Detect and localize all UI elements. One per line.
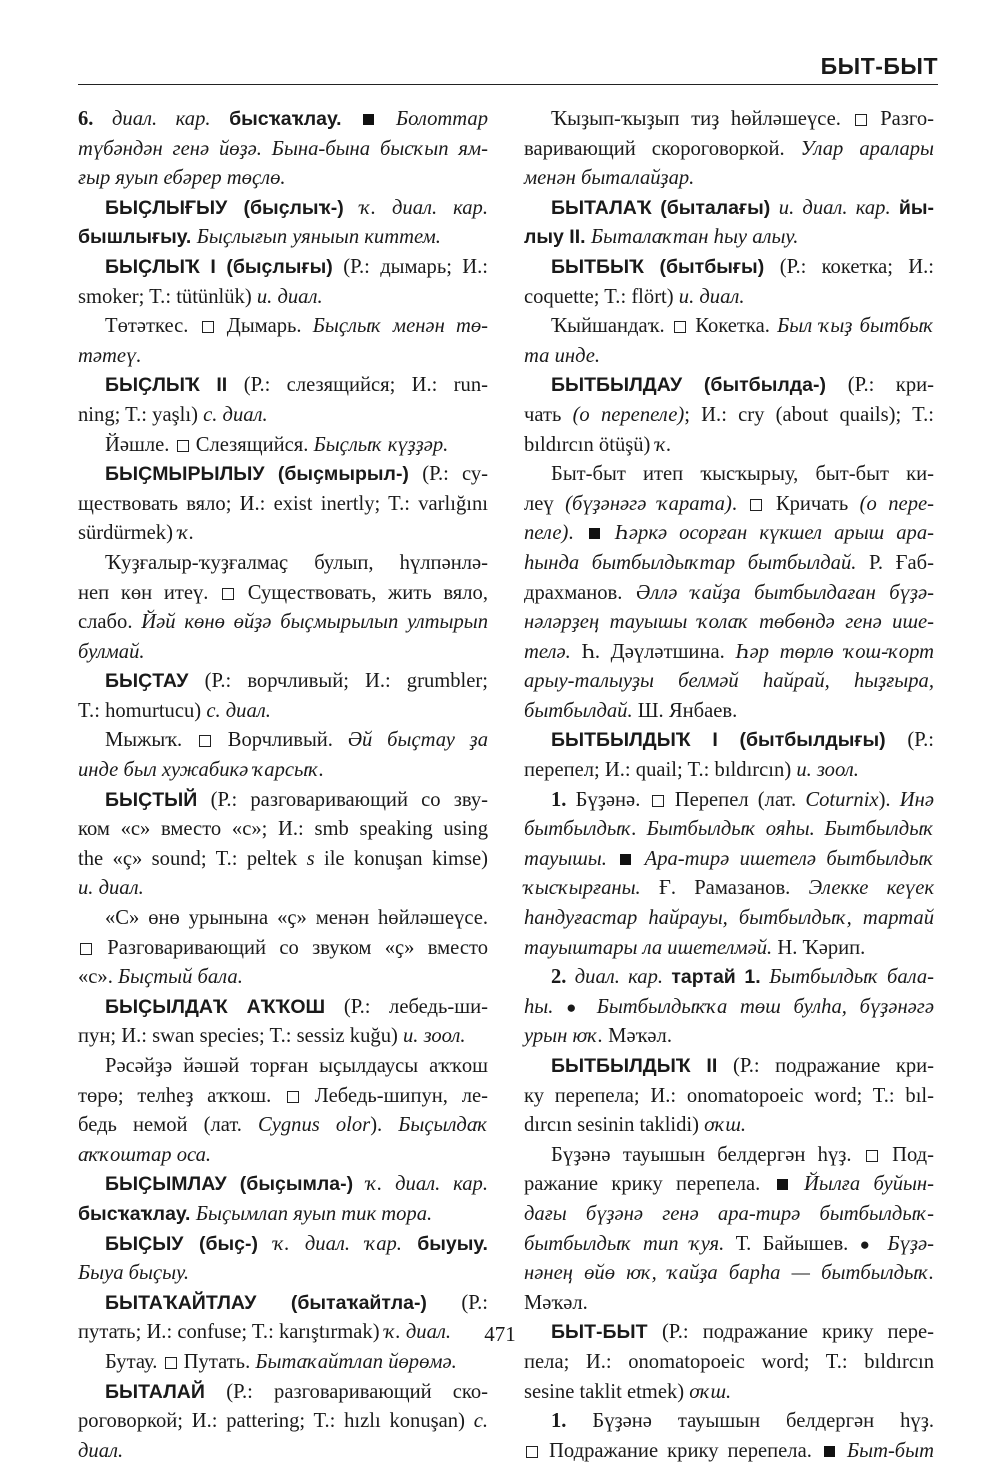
text-line: дағы бүҙәнә генә ара-тирә бытбылдыҡ- — [524, 1202, 934, 1225]
filled-square-icon — [620, 854, 631, 865]
left-column — [78, 105, 488, 1466]
square-icon — [674, 321, 686, 333]
text-line: ком «с» вместо «с»; И.: smb speaking using — [78, 818, 488, 841]
sense-line: 1. Бүҙәнә тауышын белдергән һүҙ. — [551, 1410, 934, 1433]
text-line: ғыр яуып ебәрер төҫлө. — [78, 167, 286, 190]
entry-headword-line: БЫҪТАУ (Р.: ворчливый; И.: grumbler; — [105, 670, 489, 693]
text-line: пеле). Һәркә осорған күкшел арыш ара- — [524, 522, 934, 545]
text-line: Мыжыҡ. Ворчливый. Әй быҫтау ҙа — [105, 729, 488, 752]
text-line: аҡҡоштар оса. — [78, 1143, 212, 1166]
text-line: драхманов. Әллә ҡайҙа бытбылдаған бүҙә- — [524, 581, 934, 604]
entry-headword-line: БЫТБЫЛДЫҠ II (Р.: подражание кри- — [551, 1055, 934, 1077]
entry-headword-line: БЫТБЫЛДЫҠ I (бытбылдығы) (Р.: — [551, 729, 934, 752]
text-line: инде был хужабикә ҡарсыҡ. — [78, 759, 324, 782]
text-line: та инде. — [524, 344, 601, 367]
square-icon — [199, 735, 211, 747]
text-line: Ҡыйшандаҡ. Кокетка. Был ҡыҙ бытбыҡ — [551, 315, 935, 338]
page-header — [78, 50, 938, 85]
text-line: Төтәткес. Дымарь. Быҫлыҡ менән тө- — [105, 315, 488, 338]
text-line: неп көн итеү. Существовать, жить вяло, — [78, 581, 489, 604]
text-line: dırcın sesinin taklidi) оҡш. — [524, 1114, 747, 1137]
text-line: Подражание крику перепела. Быт-быт — [524, 1437, 934, 1466]
text-line: путать; И.: confuse; T.: karıştırmak) ҡ. диал. — [78, 1321, 452, 1344]
square-icon — [652, 795, 664, 807]
text-line: 6. диал. кар. бысҡаҡлау. Болоттар — [78, 108, 488, 130]
text-line: bıldırcın ötüşü) ҡ. — [524, 433, 672, 456]
text-line: ning; T.: yaşlı) с. диал. — [78, 403, 268, 426]
text-line: слабо. Йәй көнө өйҙә быҫмырылып ултырып — [78, 611, 488, 634]
text-line: ществовать вяло; И.: exist inertly; T.: varlığını — [78, 492, 488, 515]
text-line: бедь немой (лат. Cygnus olor). Быҫылдаҡ — [78, 1114, 489, 1137]
text-line: пун; И.: swan species; T.: sessiz kuğu) и. зоол. — [78, 1025, 466, 1048]
text-line: һында бытбылдыҡтар бытбылдай. Р. Ғаб- — [524, 551, 934, 574]
entry-headword-line: БЫҪЫМЛАУ (быҫымла-) ҡ. диал. кар. — [105, 1173, 488, 1196]
text-line: бытбылдай. Ш. Янбаев. — [524, 699, 738, 722]
entry-headword-line: БЫҪЛЫҒЫУ (быҫлыҡ-) ҡ. диал. кар. — [105, 196, 488, 219]
text-line: Рәсәйҙә йәшәй торған ыҫылдаусы аҡҡош — [105, 1055, 488, 1077]
page-number: 471 — [484, 1322, 516, 1346]
text-line: Быуа быҫыу. — [78, 1262, 190, 1285]
text-line: тәтеү. — [78, 344, 142, 367]
text-line: телә. Һ. Дәүләтшина. Һәр төрлө ҡош-ҡорт — [524, 640, 934, 663]
filled-square-icon — [589, 528, 600, 539]
square-icon — [222, 588, 234, 600]
text-line: һандуғастар һайрауы, бытбылдыҡ, тартай — [524, 907, 934, 930]
text-line: нәләрҙең тауышы ҡолаҡ төбөндә генә ише- — [524, 611, 934, 634]
running-head: БЫТ-БЫТ — [820, 53, 938, 79]
text-line: бышлығыу. Быҫлығып уяныып киттем. — [78, 226, 441, 249]
text-line: нәнең өйө юҡ, ҡайҙа барһа — бытбылдыҡ. — [524, 1262, 934, 1285]
filled-square-icon — [824, 1446, 835, 1457]
entry-headword-line: БЫТБЫЛДАУ (бытбылда-) (Р.: кри- — [551, 374, 934, 397]
square-icon — [202, 321, 214, 333]
text-line: Ҡуҙғалыр-ҡуҙғалмаҫ булып, һүлпәнлә- — [105, 551, 488, 574]
text-line: Йәшле. Слезящийся. Быҫлыҡ күҙҙәр. — [105, 433, 449, 456]
text-line: лыу II. Быталаҡтан һыу алыу. — [524, 226, 799, 249]
sense-line: 2. диал. кар. тартай 1. Бытбылдыҡ бала- — [551, 966, 934, 989]
text-line: ражание крику перепела. Йылға буйын- — [524, 1173, 935, 1196]
entry-headword-line: БЫҪЛЫҠ II (Р.: слезящийся; И.: run- — [105, 374, 488, 397]
text-line: тауыштары ла ишетелмәй. Н. Ҡәрип. — [524, 936, 866, 959]
text-line: бысҡаҡлау. Быҫымлап яуып тик тора. — [78, 1202, 433, 1225]
text-line: түбәндән генә йөҙә. Бына-бына бысҡып ям- — [78, 137, 488, 160]
text-line: бытбылдыҡ тип ҡуя. Т. Байышев. ● Бүҙә- — [524, 1232, 934, 1255]
text-line: ку перепела; И.: onomatopoeic word; T.: bıl- — [524, 1084, 934, 1107]
text-line: Ҡыҙып-ҡыҙып тиҙ һөйләшеүсе. Разго- — [551, 108, 935, 130]
square-icon — [526, 1446, 538, 1458]
square-icon — [80, 943, 92, 955]
square-icon — [287, 1091, 299, 1103]
text-line: Разговаривающий со звуком «ҫ» вместо — [78, 934, 488, 964]
text-line: Мәҡәл. — [524, 1291, 588, 1314]
entry-headword-line: БЫҪЛЫҠ I (быҫлығы) (Р.: дымарь; И.: — [105, 255, 488, 278]
text-line: арыу-талыуҙы белмәй һайрай, һыҙғыра, — [524, 670, 934, 693]
text-line: диал. — [78, 1439, 124, 1462]
square-icon — [750, 499, 762, 511]
text-line: варивающий скороговоркой. Улар аралары — [524, 137, 934, 160]
text-line: ҡысҡырғаны. Ғ. Рамазанов. Элекке кеүек — [524, 877, 934, 900]
entry-headword-line: БЫҪЫЛДАҠ АҠҠОШ (Р.: лебедь-ши- — [105, 995, 488, 1018]
text-line: булмай. — [78, 640, 145, 663]
text-line: тауышы. Ара-тирә ишетелә бытбылдыҡ — [524, 847, 935, 870]
text-line: T.: homurtucu) с. диал. — [78, 699, 271, 722]
text-line: sesine taklit etmek) оҡш. — [524, 1380, 732, 1403]
entry-headword-line: БЫҪМЫРЫЛЫУ (быҫмырыл-) (Р.: су- — [105, 463, 488, 486]
entry-headword-line: БЫТАЛАҠ (быталағы) и. диал. кар. йы- — [551, 196, 934, 219]
right-column — [524, 105, 934, 1466]
text-line: coquette; T.: flört) и. диал. — [524, 285, 745, 308]
entry-headword-line: БЫТАЛАЙ (Р.: разговаривающий ско- — [105, 1380, 489, 1403]
text-line: Бутау. Путать. Бытаҡайтлап йөрөмә. — [105, 1350, 457, 1373]
text-line: Быт-быт итеп ҡысҡырыу, быт-быт ки- — [551, 463, 934, 486]
text-line: smoker; T.: tütünlük) и. диал. — [78, 285, 323, 308]
entry-headword-line: БЫТБЫҠ (бытбығы) (Р.: кокетка; И.: — [551, 255, 935, 278]
entry-headword-line: БЫҪЫУ (быҫ-) ҡ. диал. ҡар. быуыу. — [105, 1232, 488, 1255]
text-line: урын юҡ. Мәҡәл. — [524, 1025, 672, 1048]
bullet-icon: ● — [566, 997, 584, 1017]
filled-square-icon — [363, 114, 374, 125]
bullet-icon: ● — [859, 1234, 877, 1254]
square-icon — [165, 1357, 177, 1369]
text-line: the «ç» sound; T.: peltek s ile konuşan kimse) — [78, 847, 488, 870]
square-icon — [177, 440, 189, 452]
text-line: төрө; телһеҙ аҡҡош. Лебедь-шипун, ле- — [78, 1084, 488, 1107]
text-line: и. диал. — [78, 877, 144, 900]
filled-square-icon — [777, 1179, 788, 1190]
square-icon — [855, 114, 867, 126]
text-line: бытбылдыҡ. Бытбылдыҡ ояһы. Бытбылдыҡ — [524, 818, 934, 841]
entry-headword-line: БЫТАҠАЙТЛАУ (бытаҡайтла-) (Р.: — [105, 1291, 488, 1314]
text-line: Бүҙәнә тауышын белдергән һүҙ. Под- — [551, 1143, 935, 1166]
entry-headword-line: БЫҪТЫЙ (Р.: разговаривающий со зву- — [105, 788, 489, 811]
text-line: «С» өнө урынына «ҫ» менән һөйләшеүсе. — [105, 907, 488, 930]
sense-line: 1. Бүҙәнә. Перепел (лат. Coturnix). Инә — [551, 788, 935, 811]
text-line: sürdürmek) ҡ. — [78, 522, 195, 545]
text-line: һы. ● Бытбылдыҡҡа төш булһа, бүҙәнәгә — [524, 995, 934, 1018]
text-line: менән быталайҙар. — [524, 167, 695, 190]
entry-headword-line: БЫТ-БЫТ (Р.: подражание крику пере- — [551, 1321, 934, 1344]
text-line: леү (бүҙәнәгә ҡарата). Кричать (о пере- — [524, 492, 934, 515]
text-line: чать (о перепеле); И.: cry (about quails); T.: — [524, 403, 935, 426]
square-icon — [866, 1150, 878, 1162]
text-line: пела; И.: onomatopoeic word; T.: bıldırcın — [524, 1350, 934, 1373]
text-line: роговоркой; И.: pattering; T.: hızlı konuşan) с. — [78, 1410, 488, 1433]
text-line: перепел; И.: quail; T.: bıldırcın) и. зоол. — [524, 759, 859, 782]
text-line: «с». Быҫтый бала. — [78, 966, 243, 989]
